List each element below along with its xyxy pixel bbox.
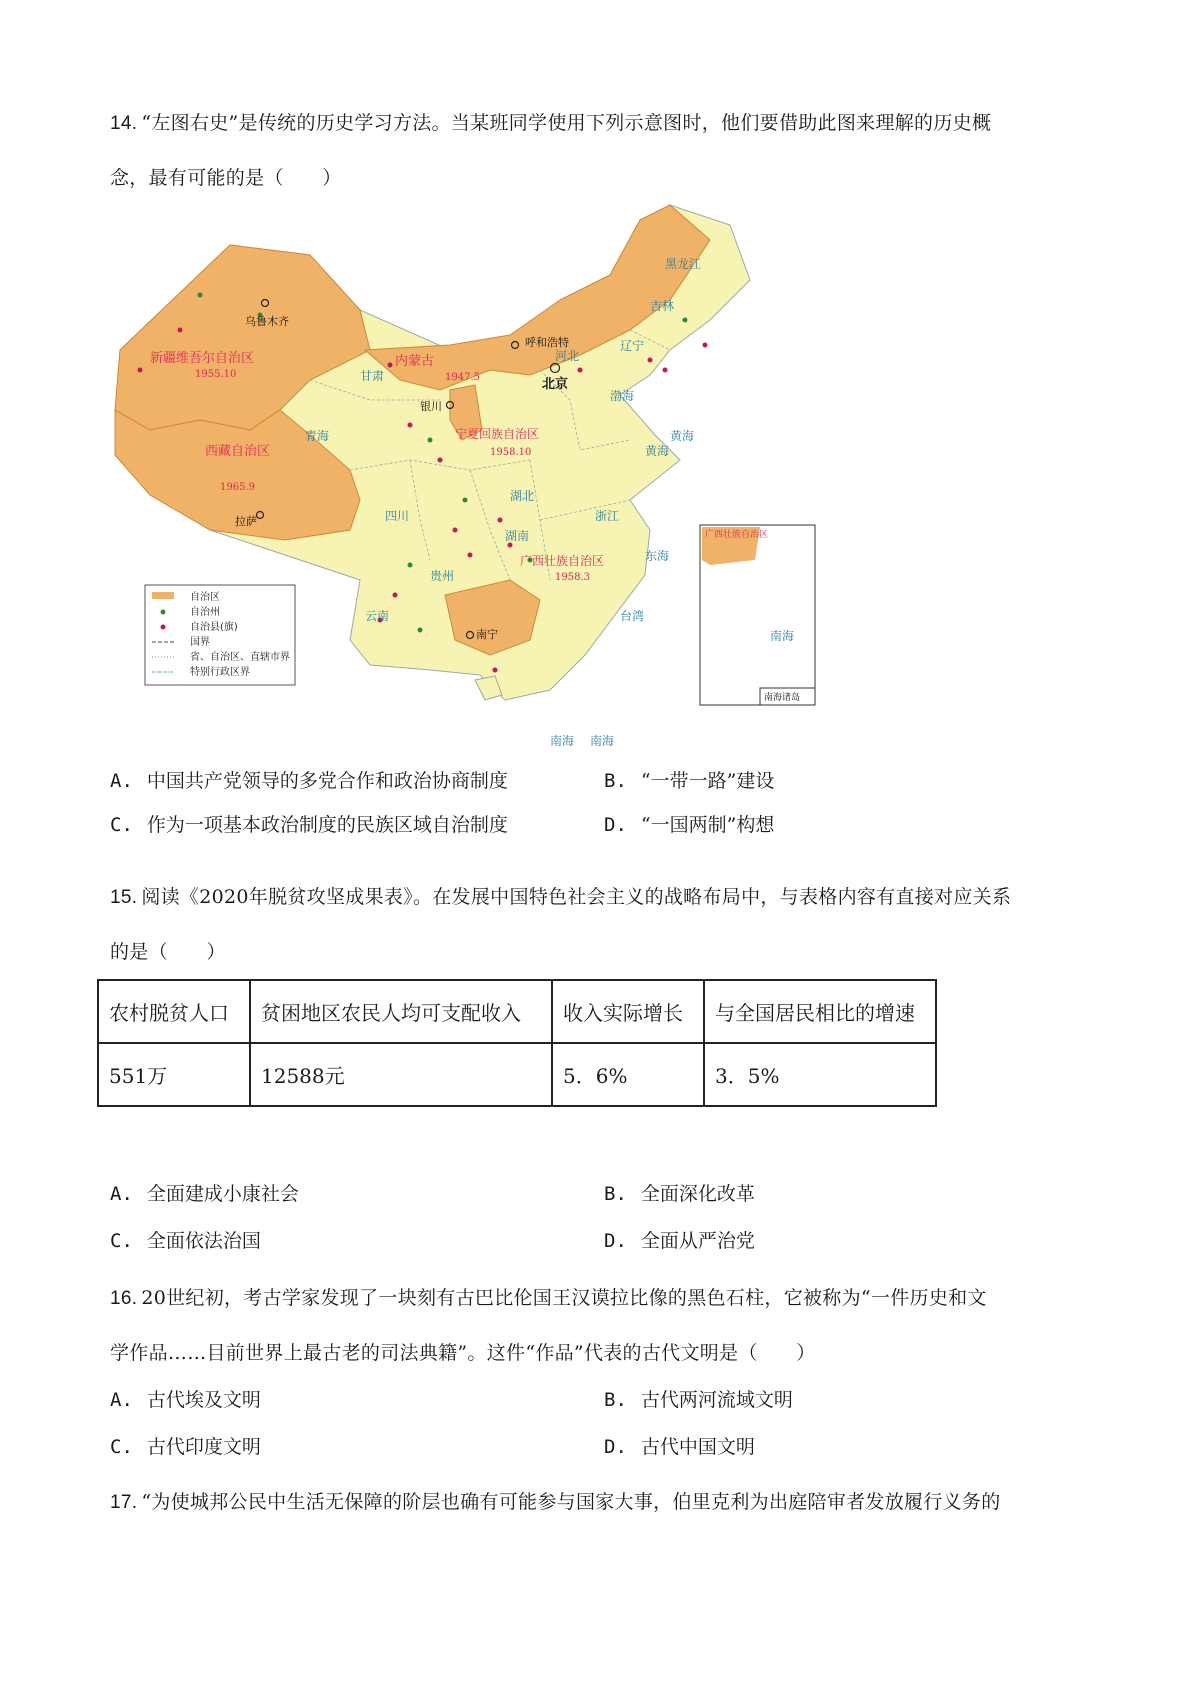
label-huanghai: 黄海	[645, 444, 670, 458]
map-legend	[145, 585, 295, 685]
q16-option-d[interactable]: D. 古代中国文明	[604, 1436, 755, 1458]
svg-text:特别行政区界: 特别行政区界	[190, 667, 250, 678]
legend-green-dot	[161, 610, 166, 615]
q16-option-b[interactable]: B. 古代两河流域文明	[604, 1389, 793, 1411]
q14-line2: 念，最有可能的是（ ）	[110, 167, 342, 189]
label-hebei: 河北	[555, 349, 580, 363]
table-cell: 3．5%	[704, 1043, 936, 1106]
q16-stem	[110, 1271, 1100, 1381]
label-taiwan: 台湾	[620, 609, 645, 623]
q15-line2: 的是（ ）	[110, 941, 226, 963]
label-gansu: 甘肃	[360, 369, 385, 383]
table-header-cell: 与全国居民相比的增速	[704, 980, 936, 1043]
q16-number: 16.	[110, 1288, 138, 1309]
label-nanhai-sea: 南海	[590, 734, 615, 748]
q15-option-a[interactable]: A. 全面建成小康社会	[110, 1183, 299, 1205]
inset-title: 广西壮族自治区	[705, 530, 769, 540]
label-sichuan: 四川	[385, 509, 410, 523]
svg-text:国界: 国界	[190, 637, 210, 648]
q14-option-b[interactable]: B. “一带一路”建设	[604, 770, 775, 792]
table-cell: 5．6%	[552, 1043, 704, 1106]
city-nanning: 南宁	[476, 628, 498, 641]
q15-number: 15.	[110, 887, 138, 908]
svg-text:自治县(旗): 自治县(旗)	[190, 622, 238, 633]
q15-stem	[110, 870, 1100, 980]
china-autonomous-regions-map	[110, 200, 900, 765]
q14-option-d[interactable]: D. “一国两制”构想	[604, 814, 775, 836]
table-cell: 551万	[98, 1043, 250, 1106]
legend-region-swatch	[152, 592, 174, 599]
label-ningxia: 宁夏回族自治区	[455, 427, 540, 441]
south-china-sea-inset	[700, 525, 815, 705]
label-jilin: 吉林	[650, 299, 675, 313]
label-ningxia-year: 1958.10	[490, 447, 532, 458]
q16-option-a[interactable]: A. 古代埃及文明	[110, 1389, 261, 1411]
q17-stem	[110, 1475, 1100, 1530]
q17-line1: 17. “为使城邦公民中生活无保障的阶层也确有可能参与国家大事，伯里克利为出庭陪审者发放履行义务的	[110, 1491, 1001, 1513]
table-header-cell: 收入实际增长	[552, 980, 704, 1043]
label-guizhou: 贵州	[430, 569, 455, 583]
label-liaoning: 辽宁	[620, 339, 645, 353]
q15-option-b[interactable]: B. 全面深化改革	[604, 1183, 755, 1205]
label-xizang: 西藏自治区	[205, 444, 271, 459]
city-yinchuan: 银川	[420, 400, 442, 413]
q15-option-d[interactable]: D. 全面从严治党	[604, 1230, 755, 1252]
q16-option-c[interactable]: C. 古代印度文明	[110, 1436, 261, 1458]
label-xinjiang: 新疆维吾尔自治区	[150, 351, 255, 366]
label-xizang-year: 1965.9	[220, 482, 255, 493]
label-nanhai: 南海	[550, 734, 575, 748]
label-hunan: 湖南	[505, 529, 530, 543]
table-header-cell: 贫困地区农民人均可支配收入	[250, 980, 552, 1043]
city-wulumuqi: 乌鲁木齐	[245, 315, 289, 328]
label-donghai: 东海	[645, 549, 670, 563]
label-yunnan: 云南	[365, 609, 390, 623]
city-beijing: 北京	[542, 377, 569, 392]
q14-option-a[interactable]: A. 中国共产党领导的多党合作和政治协商制度	[110, 770, 508, 792]
city-lasa: 拉萨	[235, 515, 257, 528]
q14-line1: 14. “左图右史”是传统的历史学习方法。当某班同学使用下列示意图时，他们要借助此图来理解的历史概	[110, 112, 992, 134]
q15-option-c[interactable]: C. 全面依法治国	[110, 1230, 261, 1252]
poverty-results-table	[97, 979, 937, 1107]
q16-line1: 16. 20世纪初，考古学家发现了一块刻有古巴比伦国王汉谟拉比像的黑色石柱，它被称为“一件历史和文	[110, 1287, 987, 1309]
svg-text:自治州: 自治州	[190, 607, 220, 618]
q15-line1: 15. 阅读《2020年脱贫攻坚成果表》。在发展中国特色社会主义的战略布局中，与表格内容有直接对应关系	[110, 886, 1012, 908]
q14-number: 14.	[110, 113, 138, 134]
label-huanghai-sea: 黄海	[670, 429, 695, 443]
q16-line2: 学作品……目前世界上最古老的司法典籍”。这件“作品”代表的古代文明是（ ）	[110, 1342, 816, 1364]
label-guangxi: 广西壮族自治区	[520, 554, 605, 568]
label-neimenggu: 内蒙古	[395, 354, 435, 369]
table-header-row	[98, 980, 936, 1043]
label-neimenggu-year: 1947.5	[445, 372, 480, 383]
inset-label: 南海诸岛	[764, 693, 801, 703]
table-header-cell: 农村脱贫人口	[98, 980, 250, 1043]
q17-number: 17.	[110, 1492, 138, 1513]
svg-text:自治区: 自治区	[190, 592, 220, 603]
inset-sea: 南海	[770, 629, 795, 643]
svg-text:省、自治区、直辖市界: 省、自治区、直辖市界	[190, 652, 290, 663]
label-guangxi-year: 1958.3	[555, 572, 590, 583]
legend-red-dot	[161, 625, 166, 630]
table-row	[98, 1043, 936, 1106]
label-hubei: 湖北	[510, 489, 535, 503]
q14-option-c[interactable]: C. 作为一项基本政治制度的民族区域自治制度	[110, 814, 508, 836]
q14-stem	[110, 96, 1100, 206]
table-cell: 12588元	[250, 1043, 552, 1106]
label-zhejiang: 浙江	[595, 509, 620, 523]
city-huhehaote: 呼和浩特	[525, 336, 569, 349]
label-heilongjiang: 黑龙江	[665, 257, 702, 271]
label-xinjiang-year: 1955.10	[195, 369, 237, 380]
label-bohai: 渤海	[610, 389, 635, 403]
label-qinghai: 青海	[305, 429, 330, 443]
